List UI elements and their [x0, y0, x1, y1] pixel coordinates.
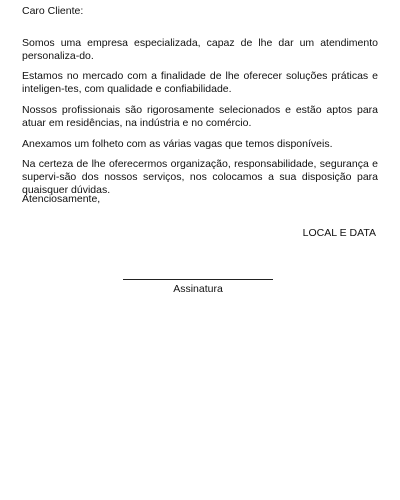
signature-label: Assinatura [173, 283, 223, 295]
paragraph-specialized-company: Somos uma empresa especializada, capaz de lhe dar um atendimento personaliza-do. [22, 37, 378, 62]
paragraph-market-purpose: Estamos no mercado com a finalidade de lhe oferecer soluções práticas e inteligen-tes, com qualidade e confiabilidade. [22, 70, 378, 95]
paragraph-brochure: Anexamos um folheto com as várias vagas que temos disponíveis. [22, 138, 333, 150]
paragraph-professionals: Nossos profissionais são rigorosamente selecionados e estão aptos para atuar em residências, na indústria e no comércio. [22, 104, 378, 129]
closing-text: Atenciosamente, [22, 193, 101, 205]
place-date-text: LOCAL E DATA [302, 227, 376, 239]
greeting-text: Caro Cliente: [22, 5, 84, 17]
signature-line [123, 279, 273, 280]
paragraph-certainty: Na certeza de lhe oferecermos organização, responsabilidade, segurança e supervi-são dos nossos serviços, nos colocamos a sua disposição para quaisquer dúvidas. [22, 158, 378, 196]
